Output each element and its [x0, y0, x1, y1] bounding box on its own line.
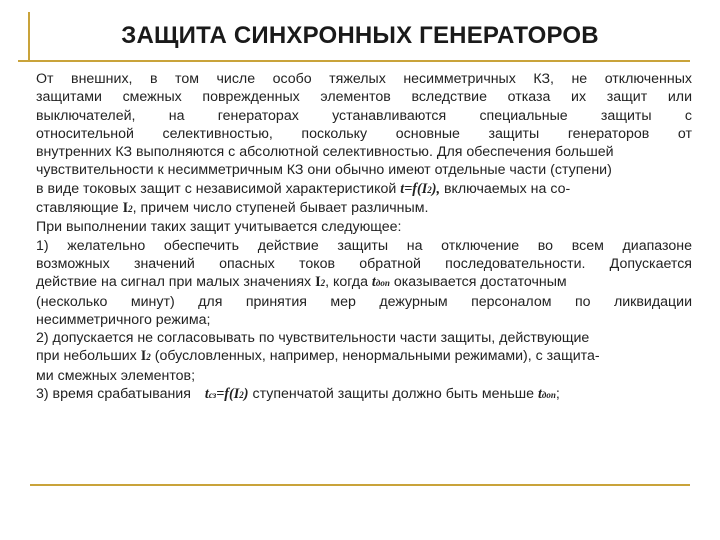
slide-title: ЗАЩИТА СИНХРОННЫХ ГЕНЕРАТОРОВ [121, 22, 599, 49]
formula: t=f(I2), [400, 180, 441, 197]
slide-body [36, 70, 692, 404]
text-line: чувствительности к несимметричным КЗ они обычно имеют отдельные части (ступени) [36, 162, 612, 179]
text-line: (несколько минут) для принятия мер дежурным персоналом по ликвидации [36, 293, 692, 310]
frame-bottom-line [30, 484, 690, 486]
text-line: относительной селективностью, поскольку основные защиты генераторов от [36, 125, 692, 142]
text-line: возможных значений опасных токов обратной последовательности. Допускается [36, 255, 692, 272]
text-line: ставляющие I2, причем число ступеней бывает различным. [36, 200, 429, 217]
text-line: несимметричного режима; [36, 311, 211, 328]
text-line: 1) желательно обеспечить действие защиты на отключение во всем диапазоне [36, 237, 692, 254]
text-line: в виде токовых защит с независимой характеристикой t=f(I2), включаемых на со- [36, 180, 571, 197]
text-line: защитами смежных поврежденных элементов вследствие отказа их защит или [36, 89, 692, 106]
frame-top-line [18, 60, 690, 62]
formula: tсз=f(I2) [204, 386, 249, 403]
text-line: При выполнении таких защит учитывается следующее: [36, 219, 402, 236]
text-line: От внешних, в том числе особо тяжелых несимметричных КЗ, не отключенных [36, 71, 692, 87]
text-line: внутренних КЗ выполняются с абсолютной селективностью. Для обеспечения большей [36, 144, 614, 161]
formula: tдоп [537, 386, 556, 403]
text-line: 3) время срабатывания tсз=f(I2) ступенчатой защиты должно быть меньше tдоп; [36, 386, 560, 403]
formula: I2 [315, 274, 326, 291]
text-line: действие на сигнал при малых значениях I2, когда tдоп оказывается достаточным [36, 274, 567, 291]
formula: tдоп [371, 274, 390, 291]
text-line: при небольших I2 (обусловленных, например, ненормальными режимами), с защита- [36, 348, 600, 365]
formula: I2 [122, 200, 133, 217]
text-line: 2) допускается не согласовывать по чувствительности части защиты, действующие [36, 330, 590, 347]
formula: I2 [140, 348, 151, 365]
text-line: выключателей, на генераторах устанавливаются специальные защиты с [36, 107, 692, 124]
text-line: ми смежных элементов; [36, 367, 196, 384]
